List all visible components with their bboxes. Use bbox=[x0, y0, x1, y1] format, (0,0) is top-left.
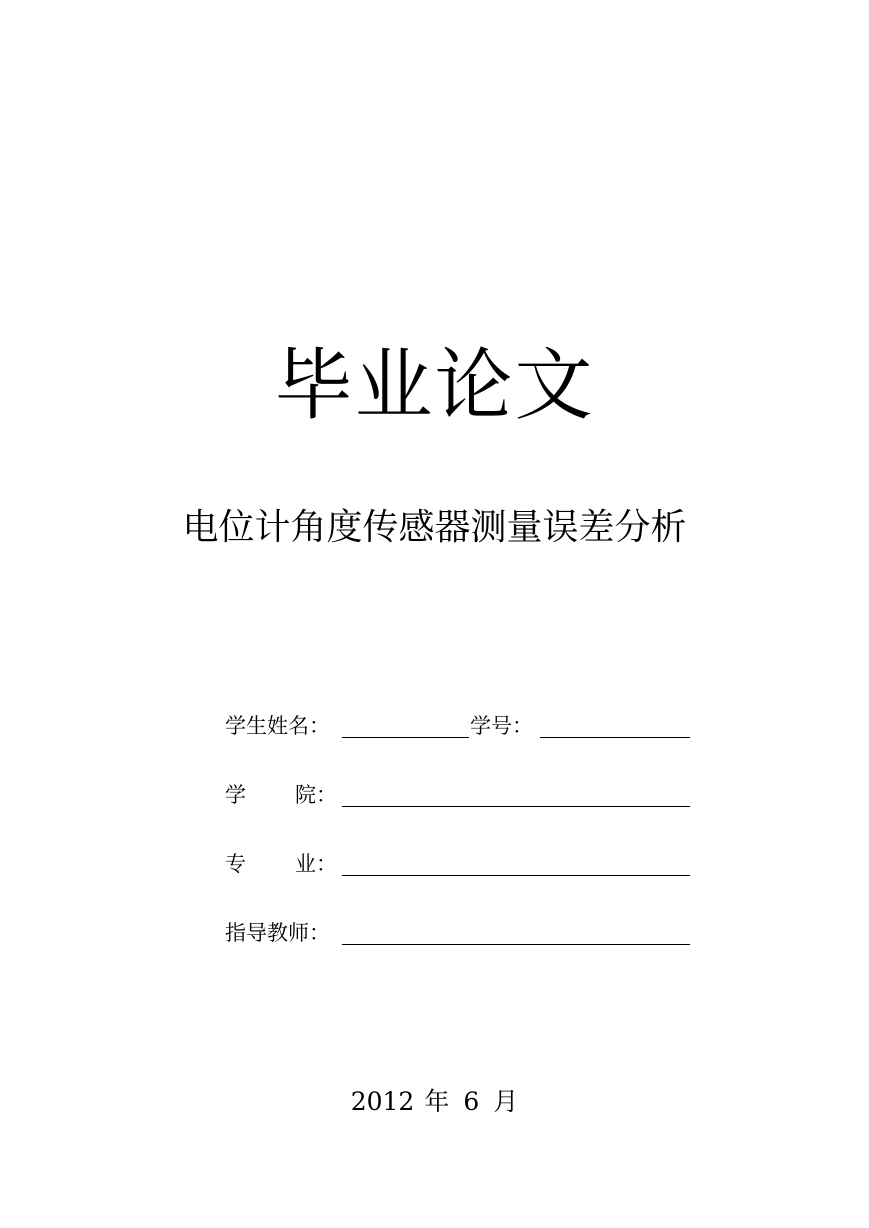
thesis-title: 电位计角度传感器测量误差分析 bbox=[182, 507, 687, 548]
advisor-row bbox=[225, 918, 695, 948]
student-name-label: 学生姓名： bbox=[225, 714, 330, 738]
college-label-part2: 院： bbox=[295, 783, 337, 807]
date-year: 2012 bbox=[350, 1087, 415, 1116]
major-row bbox=[225, 849, 695, 879]
student-info-row bbox=[225, 711, 695, 741]
student-id-field[interactable] bbox=[540, 737, 690, 738]
advisor-label: 指导教师： bbox=[225, 921, 330, 945]
date-month: 6 bbox=[463, 1087, 480, 1116]
advisor-field[interactable] bbox=[342, 944, 690, 945]
major-label-part2: 业： bbox=[295, 852, 337, 876]
major-field[interactable] bbox=[342, 875, 690, 876]
college-field[interactable] bbox=[342, 806, 690, 807]
date-line bbox=[0, 1084, 869, 1120]
major-label-part1: 专 bbox=[225, 852, 246, 876]
date-year-unit: 年 bbox=[424, 1087, 450, 1116]
student-id-label: 学号： bbox=[470, 714, 533, 738]
student-name-field[interactable] bbox=[342, 737, 469, 738]
college-label-part1: 学 bbox=[225, 783, 246, 807]
main-title: 毕业论文 bbox=[274, 341, 595, 431]
college-row bbox=[225, 780, 695, 810]
date-month-unit: 月 bbox=[493, 1087, 519, 1116]
